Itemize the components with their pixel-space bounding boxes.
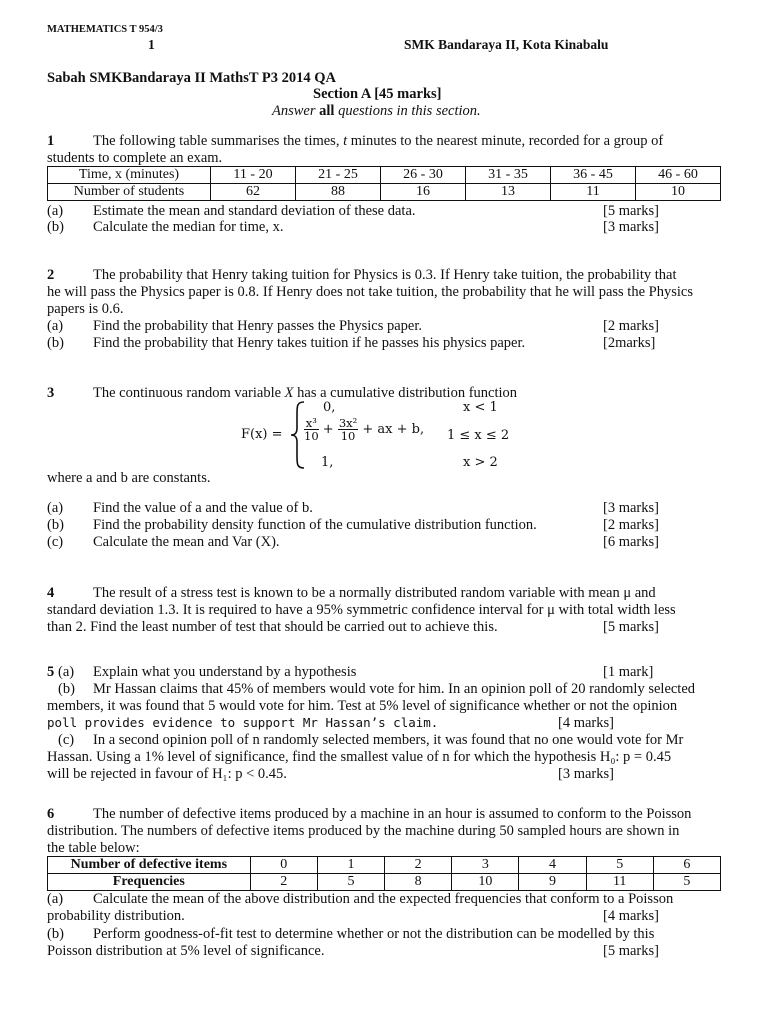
q1-text-line1: The following table summarises the times, t minutes to the nearest minute, recorded for a group of (93, 133, 664, 149)
q5c-marks: [3 marks] (558, 766, 614, 782)
case1-value: 0, (323, 400, 336, 415)
q3a-label: (a) (47, 500, 64, 516)
table-cell: 10 (452, 874, 519, 891)
q6-number: 6 (47, 806, 55, 822)
q4-marks: [5 marks] (603, 619, 659, 635)
case3-value: 1, (321, 455, 334, 470)
q6b-label: (b) (47, 926, 64, 942)
q6a-marks: [4 marks] (603, 908, 659, 924)
q1a-label: (a) (47, 203, 64, 219)
q2a-text: Find the probability that Henry passes the Physics paper. (93, 318, 423, 334)
table-row (48, 167, 721, 184)
q4-text-line1: The result of a stress test is known to be a normally distributed random variable with mean μ and (93, 585, 656, 601)
q5a-label: (a) (58, 664, 75, 680)
table-header-items: Number of defective items (48, 857, 251, 874)
q5a-marks: [1 mark] (603, 664, 654, 680)
table-cell: 5 (586, 857, 653, 874)
q4-text-line3: than 2. Find the least number of test that should be carried out to achieve this. (47, 619, 498, 635)
q2a-label: (a) (47, 318, 64, 334)
q5c-text-line3: will be rejected in favour of H₁: p < 0.45. (47, 766, 287, 782)
case2-condition: 1 ≤ x ≤ 2 (447, 428, 510, 443)
school-name: SMK Bandaraya II, Kota Kinabalu (404, 37, 609, 52)
q2b-marks: [2marks] (603, 335, 656, 351)
table-cell: 31 - 35 (466, 167, 551, 184)
q3b-marks: [2 marks] (603, 517, 659, 533)
q5c-label: (c) (58, 732, 75, 748)
table-cell: 6 (653, 857, 720, 874)
q3-where: where a and b are constants. (47, 470, 211, 486)
table-row (48, 874, 721, 891)
table-cell: 1 (317, 857, 384, 874)
table-cell: 13 (466, 184, 551, 201)
table-header-students: Number of students (48, 184, 211, 201)
paper-code: MATHEMATICS T 954/3 (47, 24, 163, 35)
q5c-text-line1: In a second opinion poll of n randomly selected members, it was found that no one would vote for Mr (93, 732, 684, 748)
q1b-text: Calculate the median for time, x. (93, 219, 284, 235)
table-row (48, 184, 721, 201)
table-header-frequencies: Frequencies (48, 874, 251, 891)
q6-text-line1: The number of defective items produced by a machine in an hour is assumed to conform to the Poisson (93, 806, 692, 822)
q3a-marks: [3 marks] (603, 500, 659, 516)
table-cell: 16 (381, 184, 466, 201)
q2a-marks: [2 marks] (603, 318, 659, 334)
table-cell: 36 - 45 (551, 167, 636, 184)
q6b-marks: [5 marks] (603, 943, 659, 959)
table-row (48, 857, 721, 874)
q2-text-line2: he will pass the Physics paper is 0.8. If Henry does not take tuition, the probability that he will pass the Physics (47, 284, 693, 300)
q6b-text-line2: Poisson distribution at 5% level of significance. (47, 943, 325, 959)
table-cell: 11 - 20 (211, 167, 296, 184)
case1-condition: x < 1 (463, 400, 498, 415)
q2b-label: (b) (47, 335, 64, 351)
q3c-marks: [6 marks] (603, 534, 659, 550)
table-cell: 88 (296, 184, 381, 201)
q6a-text-line2: probability distribution. (47, 908, 185, 924)
table-cell: 9 (519, 874, 586, 891)
q1b-marks: [3 marks] (603, 219, 659, 235)
case3-condition: x > 2 (463, 455, 498, 470)
table-cell: 10 (636, 184, 721, 201)
q1b-label: (b) (47, 219, 64, 235)
q3c-label: (c) (47, 534, 64, 550)
q1-text-line2: students to complete an exam. (47, 150, 223, 166)
q6a-text-line1: Calculate the mean of the above distribution and the expected frequencies that conform to a Poisson (93, 891, 674, 907)
table-cell: 3 (452, 857, 519, 874)
q2b-text: Find the probability that Henry takes tuition if he passes his physics paper. (93, 335, 526, 351)
table-cell: 8 (385, 874, 452, 891)
page-number: 1 (148, 37, 155, 52)
table-cell: 21 - 25 (296, 167, 381, 184)
section-heading: Section A [45 marks] (313, 86, 442, 102)
table-cell: 2 (385, 857, 452, 874)
table-cell: 5 (653, 874, 720, 891)
q5b-label: (b) (58, 681, 75, 697)
q3b-label: (b) (47, 517, 64, 533)
table-cell: 11 (586, 874, 653, 891)
table-cell: 46 - 60 (636, 167, 721, 184)
q5a-text: Explain what you understand by a hypothesis (93, 664, 357, 680)
q1-number: 1 (47, 133, 55, 149)
q2-text-line1: The probability that Henry taking tuition for Physics is 0.3. If Henry take tuition, the probability that (93, 267, 677, 283)
q5c-text-line2: Hassan. Using a 1% level of significance, find the smallest value of n for which the hypothesis H₀: p = 0.45 (47, 749, 672, 765)
table-header-time: Time, x (minutes) (48, 167, 211, 184)
q5b-text-line2: members, it was found that 5 would vote for him. Test at 5% level of significance whether or not the opinion (47, 698, 678, 714)
q3b-text: Find the probability density function of the cumulative distribution function. (93, 517, 537, 533)
q1a-text: Estimate the mean and standard deviation of these data. (93, 203, 416, 219)
q1-frequency-table (47, 166, 721, 201)
q1a-marks: [5 marks] (603, 203, 659, 219)
q6b-text-line1: Perform goodness-of-fit test to determine whether or not the distribution can be modelled by this (93, 926, 655, 942)
q6a-label: (a) (47, 891, 64, 907)
table-cell: 5 (317, 874, 384, 891)
q3c-text: Calculate the mean and Var (X). (93, 534, 280, 550)
case2-expression: $\frac{\text{x³}}{10}$ + $\frac{\text{3x²}}{10}$ + ax + b, (304, 416, 425, 443)
table-cell: 11 (551, 184, 636, 201)
cdf-lhs: F(x) = (241, 427, 283, 442)
table-cell: 62 (211, 184, 296, 201)
table-cell: 2 (250, 874, 317, 891)
q6-text-line2: distribution. The numbers of defective items produced by the machine during 50 sampled hours are shown in (47, 823, 680, 839)
table-cell: 4 (519, 857, 586, 874)
q5-number: 5 (47, 664, 55, 680)
section-instruction: Answer all questions in this section. (272, 103, 481, 119)
q5b-marks: [4 marks] (558, 715, 614, 731)
table-cell: 0 (250, 857, 317, 874)
q6-frequency-table (47, 856, 721, 891)
doc-title: Sabah SMKBandaraya II MathsT P3 2014 QA (47, 70, 336, 86)
q2-number: 2 (47, 267, 55, 283)
q4-number: 4 (47, 585, 55, 601)
q2-text-line3: papers is 0.6. (47, 301, 124, 317)
q6-text-line3: the table below: (47, 840, 140, 856)
q5b-text-line3: poll provides evidence to support Mr Hassan’s claim. (47, 715, 439, 730)
q5b-text-line1: Mr Hassan claims that 45% of members would vote for him. In an opinion poll of 20 randomly selected (93, 681, 696, 697)
q4-text-line2: standard deviation 1.3. It is required to have a 95% symmetric confidence interval for μ with total width less (47, 602, 676, 618)
q3a-text: Find the value of a and the value of b. (93, 500, 313, 516)
q3-number: 3 (47, 385, 55, 401)
q3-text-line1: The continuous random variable X has a cumulative distribution function (93, 385, 518, 401)
table-cell: 26 - 30 (381, 167, 466, 184)
